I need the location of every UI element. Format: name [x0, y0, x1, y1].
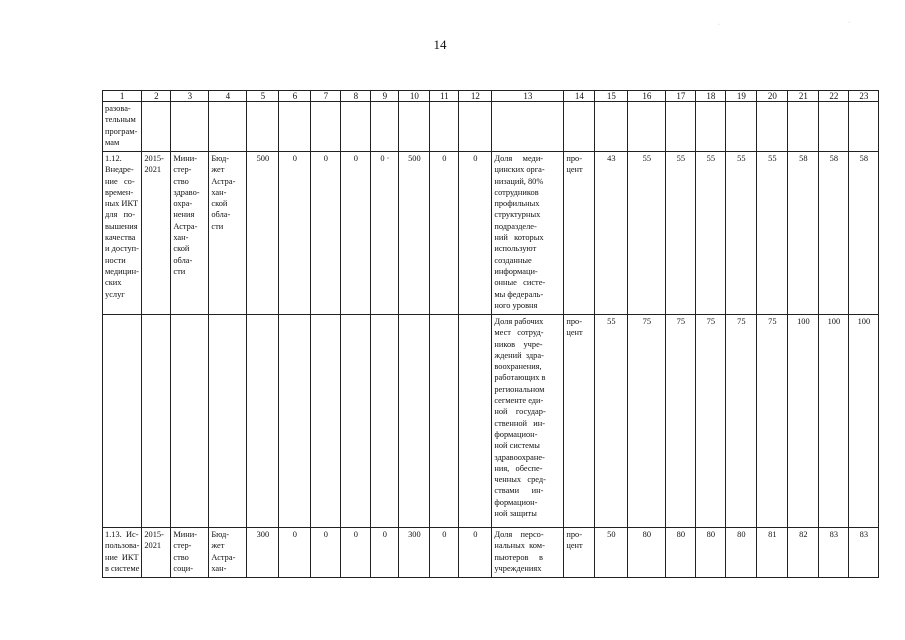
- table-cell: [849, 102, 879, 152]
- table-cell: 83: [819, 528, 849, 578]
- table-cell: 55: [595, 315, 628, 528]
- table-cell: 55: [696, 152, 726, 315]
- table-cell: [371, 315, 399, 528]
- table-cell: [399, 315, 430, 528]
- page-number: 14: [433, 37, 447, 52]
- table-cell: [209, 315, 247, 528]
- table-cell: [142, 102, 171, 152]
- table-cell: [564, 102, 595, 152]
- table-cell: 1.13. Ис- пользова- ние ИКТ в системе: [103, 528, 142, 578]
- table-cell: 0 ·: [371, 152, 399, 315]
- table-cell: 80: [628, 528, 666, 578]
- table-cell: про- цент: [564, 315, 595, 528]
- table-cell: [430, 102, 459, 152]
- table-header-row: [103, 91, 879, 102]
- table-cell: Мини- стер- ство соци-: [171, 528, 209, 578]
- table-cell: [209, 102, 247, 152]
- column-number-14: 14: [564, 91, 595, 102]
- table-cell: 300: [247, 528, 279, 578]
- table-row: [103, 102, 879, 152]
- table-cell: 0: [430, 528, 459, 578]
- table-cell: разова- тельным програм- мам: [103, 102, 142, 152]
- table-cell: 0: [459, 528, 492, 578]
- table-cell: 100: [819, 315, 849, 528]
- table-cell: 55: [666, 152, 696, 315]
- table-row: [103, 528, 879, 578]
- table-cell: [726, 102, 757, 152]
- column-number-9: 9: [371, 91, 399, 102]
- table-cell: про- цент: [564, 528, 595, 578]
- table-cell: [430, 315, 459, 528]
- table-cell: [247, 102, 279, 152]
- table-cell: 0: [430, 152, 459, 315]
- table-row: [103, 315, 879, 528]
- table-cell: [696, 102, 726, 152]
- column-number-23: 23: [849, 91, 879, 102]
- column-number-12: 12: [459, 91, 492, 102]
- table-cell: 0: [279, 152, 311, 315]
- column-number-2: 2: [142, 91, 171, 102]
- table-cell: 0: [341, 528, 371, 578]
- table-cell: 100: [849, 315, 879, 528]
- table-cell: 100: [788, 315, 819, 528]
- table-cell: [341, 102, 371, 152]
- column-number-8: 8: [341, 91, 371, 102]
- table-cell: 0: [371, 528, 399, 578]
- column-number-11: 11: [430, 91, 459, 102]
- table-cell: 500: [247, 152, 279, 315]
- table-cell: 80: [666, 528, 696, 578]
- table-cell: Доля рабочих мест сотруд- ников учре- ждений здра- воохранения, работающих в региональном сегменте еди- ной государ- ственной ин- формацион- ной системы здравоохране- ния, обеспе- ченных сред- ствами ин- формацион- ной защиты: [492, 315, 564, 528]
- table-cell: 83: [849, 528, 879, 578]
- column-number-17: 17: [666, 91, 696, 102]
- column-number-22: 22: [819, 91, 849, 102]
- table-cell: 80: [726, 528, 757, 578]
- table-cell: [311, 315, 341, 528]
- table-cell: 58: [819, 152, 849, 315]
- table-cell: 50: [595, 528, 628, 578]
- table-cell: 55: [628, 152, 666, 315]
- table-cell: 75: [726, 315, 757, 528]
- table-cell: [171, 102, 209, 152]
- table-cell: [666, 102, 696, 152]
- table-cell: 43: [595, 152, 628, 315]
- table-cell: 0: [311, 528, 341, 578]
- table-cell: 0: [279, 528, 311, 578]
- column-number-15: 15: [595, 91, 628, 102]
- table-cell: 2015- 2021: [142, 152, 171, 315]
- table-cell: [595, 102, 628, 152]
- table-cell: 500: [399, 152, 430, 315]
- table-cell: [819, 102, 849, 152]
- table-cell: 58: [788, 152, 819, 315]
- table-cell: 81: [757, 528, 788, 578]
- table-cell: 75: [757, 315, 788, 528]
- table-cell: 75: [666, 315, 696, 528]
- column-number-6: 6: [279, 91, 311, 102]
- table-cell: 75: [696, 315, 726, 528]
- table-cell: [103, 315, 142, 528]
- column-number-16: 16: [628, 91, 666, 102]
- table-cell: 58: [849, 152, 879, 315]
- table-cell: 1.12. Внедре- ние со- времен- ных ИКТ для по- вышения качества и доступ- ности медицин- ских услуг: [103, 152, 142, 315]
- column-number-5: 5: [247, 91, 279, 102]
- document-table: [102, 90, 879, 578]
- column-number-13: 13: [492, 91, 564, 102]
- table-cell: Бюд- жет Астра- хан-: [209, 528, 247, 578]
- table-cell: [371, 102, 399, 152]
- table-cell: [142, 315, 171, 528]
- table-cell: 0: [341, 152, 371, 315]
- column-number-19: 19: [726, 91, 757, 102]
- column-number-1: 1: [103, 91, 142, 102]
- document-table-wrapper: [102, 90, 879, 578]
- table-cell: 82: [788, 528, 819, 578]
- column-number-7: 7: [311, 91, 341, 102]
- table-cell: [628, 102, 666, 152]
- column-number-4: 4: [209, 91, 247, 102]
- table-cell: [492, 102, 564, 152]
- scan-speck: ·: [848, 20, 850, 26]
- table-cell: [788, 102, 819, 152]
- table-cell: [757, 102, 788, 152]
- table-cell: [279, 102, 311, 152]
- table-cell: Доля персо- нальных ком- пьютеров в учреждениях: [492, 528, 564, 578]
- table-cell: Бюд- жет Астра- хан- ской обла- сти: [209, 152, 247, 315]
- table-cell: [459, 102, 492, 152]
- table-cell: 0: [459, 152, 492, 315]
- column-number-21: 21: [788, 91, 819, 102]
- scan-speck: ·: [718, 22, 720, 28]
- table-cell: 0: [311, 152, 341, 315]
- table-cell: Мини- стер- ство здраво- охра- нения Астра- хан- ской обла- сти: [171, 152, 209, 315]
- table-cell: 75: [628, 315, 666, 528]
- column-number-18: 18: [696, 91, 726, 102]
- column-number-20: 20: [757, 91, 788, 102]
- table-cell: 300: [399, 528, 430, 578]
- table-cell: [279, 315, 311, 528]
- table-row: [103, 152, 879, 315]
- table-cell: Доля меди- цинских орга- низаций, 80% сотрудников профильных структурных подразделе- ний которых используют созданные информаци- онные систе- мы федераль- ного уровня: [492, 152, 564, 315]
- table-cell: [247, 315, 279, 528]
- table-cell: про- цент: [564, 152, 595, 315]
- table-cell: [399, 102, 430, 152]
- table-cell: 55: [726, 152, 757, 315]
- table-cell: [459, 315, 492, 528]
- column-number-3: 3: [171, 91, 209, 102]
- table-cell: [171, 315, 209, 528]
- table-cell: 55: [757, 152, 788, 315]
- table-cell: [341, 315, 371, 528]
- table-cell: 2015- 2021: [142, 528, 171, 578]
- table-cell: [311, 102, 341, 152]
- column-number-10: 10: [399, 91, 430, 102]
- table-cell: 80: [696, 528, 726, 578]
